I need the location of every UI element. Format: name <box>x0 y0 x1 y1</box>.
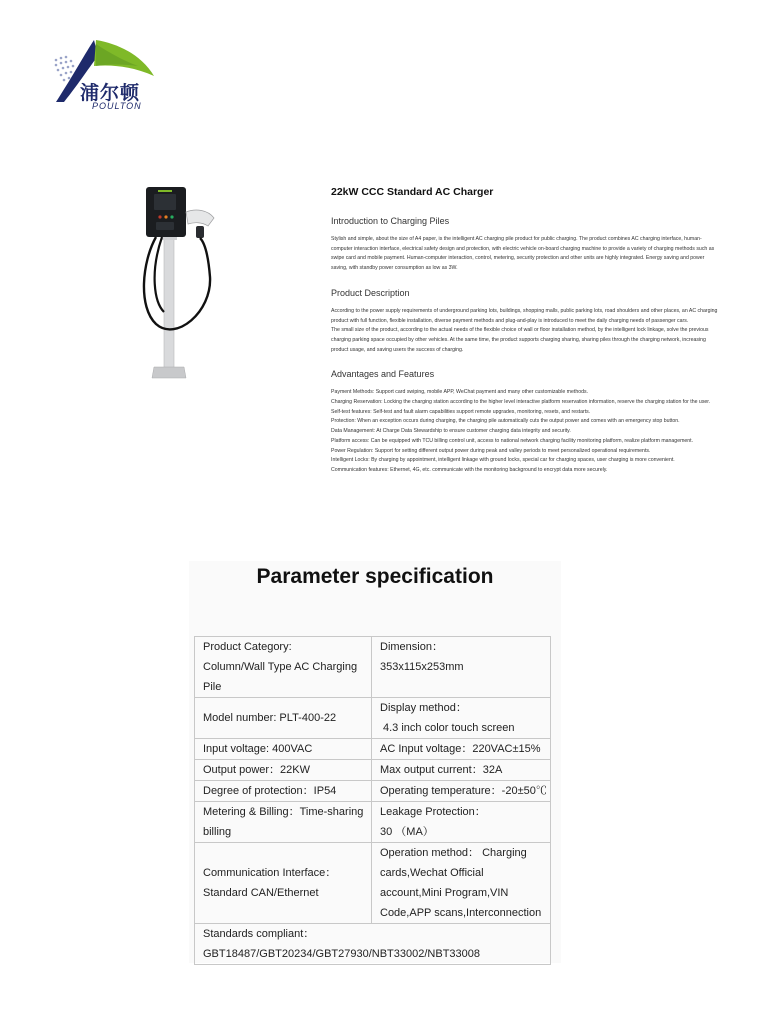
table-row <box>195 637 551 698</box>
spec-cell: Operating temperature：-20±50℃ <box>372 781 551 802</box>
table-row <box>195 781 551 802</box>
spec-cell: Degree of protection：IP54 <box>195 781 372 802</box>
poulton-logo <box>50 36 160 116</box>
spec-cell: Product Category: Column/Wall Type AC Charging Pile <box>195 637 372 698</box>
spec-cell: Dimension： 353x115x253mm <box>372 637 551 698</box>
feature-item: Data Management: At Charge Data Stewardship to ensure customer charging data integrity and security. <box>331 428 571 435</box>
spec-cell: Max output current：32A <box>372 760 551 781</box>
feature-item: Intelligent Locks: By charging by appointment, intelligent linkage with ground locks, special car for charging spaces, user charging is more convenient. <box>331 457 675 464</box>
feature-item: Payment Methods: Support card swiping, mobile APP, WeChat payment and many other customizable methods. <box>331 389 589 396</box>
spec-cell: Leakage Protection： 30 （MA） <box>372 802 551 843</box>
description-section <box>331 288 721 356</box>
logo-chinese-text: 浦尔顿 <box>80 82 141 104</box>
table-row <box>195 924 551 965</box>
feature-item: Protection: When an exception occurs during charging, the charging pile automatically cuts the output power and comes with an emergency stop button. <box>331 418 680 425</box>
spec-cell-standards: Standards compliant： GBT18487/GBT20234/GBT27930/NBT33002/NBT33008 <box>195 924 551 965</box>
description-paragraph: According to the power supply requirements of underground parking lots, buildings, shopping malls, public parking lots, road shoulders and other places, an AC charging product with full function, flexible installation, diverse payment methods and plug-and-play is introduced to meet the daily charging needs of passenger cars. <box>331 307 718 324</box>
spec-cell: Model number: PLT-400-22 <box>195 698 372 739</box>
table-row <box>195 843 551 924</box>
charger-product-image <box>128 182 228 392</box>
table-row <box>195 802 551 843</box>
feature-item: Self-test features: Self-test and fault alarm capabilities support remote upgrades, monitoring, resets, and restarts. <box>331 408 591 415</box>
advantages-section <box>331 369 721 475</box>
spec-cell: Metering & Billing：Time-sharing billing <box>195 802 372 843</box>
intro-heading: Introduction to Charging Piles <box>331 216 450 226</box>
feature-item: Power Regulation: Support for setting different output power during peak and valley periods to meet personalized operational requirements. <box>331 447 651 454</box>
parameter-specification <box>189 561 561 963</box>
intro-section <box>331 216 721 274</box>
feature-item: Charging Reservation: Locking the charging station according to the higher level interactive platform reservation information, reserve the charging station for the user. <box>331 399 711 406</box>
logo-english-text: POULTON <box>92 101 142 111</box>
feature-item: Communication features: Ethernet, 4G, etc. communicate with the monitoring background to encrypt data more securely. <box>331 466 608 473</box>
description-heading: Product Description <box>331 287 410 298</box>
spec-title: Parameter specification <box>256 565 494 588</box>
feature-item: Platform access: Can be equipped with TCU billing control unit, access to national network charging facility monitoring platform, realize platform management. <box>331 437 694 444</box>
table-row <box>195 739 551 760</box>
advantages-heading: Advantages and Features <box>331 369 435 380</box>
product-title: 22kW CCC Standard AC Charger <box>331 186 494 198</box>
description-paragraph: The small size of the product, according to the actual needs of the flexible choice of wall or floor installation method, by the intelligent lock linkage, solve the previous charging parking space occupied by other vehicles. At the same time, the product supports charging sharing, sharing piles through the charging network, increasing product usage, and saving users the success of charging. <box>331 327 709 353</box>
table-row <box>195 698 551 739</box>
product-info <box>331 186 721 490</box>
spec-cell: Output power：22KW <box>195 760 372 781</box>
spec-cell: Display method： 4.3 inch color touch screen <box>372 698 551 739</box>
spec-table <box>194 636 551 965</box>
spec-cell: Operation method： Charging cards,Wechat Official account,Mini Program,VIN Code,APP scans,Interconnection <box>372 843 551 924</box>
intro-paragraph: Stylish and simple, about the size of A4 paper, is the intelligent AC charging pile product for public charging. The product combines AC charging interface, human-computer interaction interface, electrical safety design and protection, with electric vehicle on-board charging machine to provide a variety of charging methods such as swipe card and mobile payment. Human-computer interaction, control, metering, security protection and other units are highly integrated. Energy saving and power saving, with standby power consumption as low as 3W. <box>331 236 715 272</box>
spec-cell: Communication Interface： Standard CAN/Ethernet <box>195 843 372 924</box>
spec-cell: AC Input voltage：220VAC±15% <box>372 739 551 760</box>
table-row <box>195 760 551 781</box>
spec-cell: Input voltage: 400VAC <box>195 739 372 760</box>
